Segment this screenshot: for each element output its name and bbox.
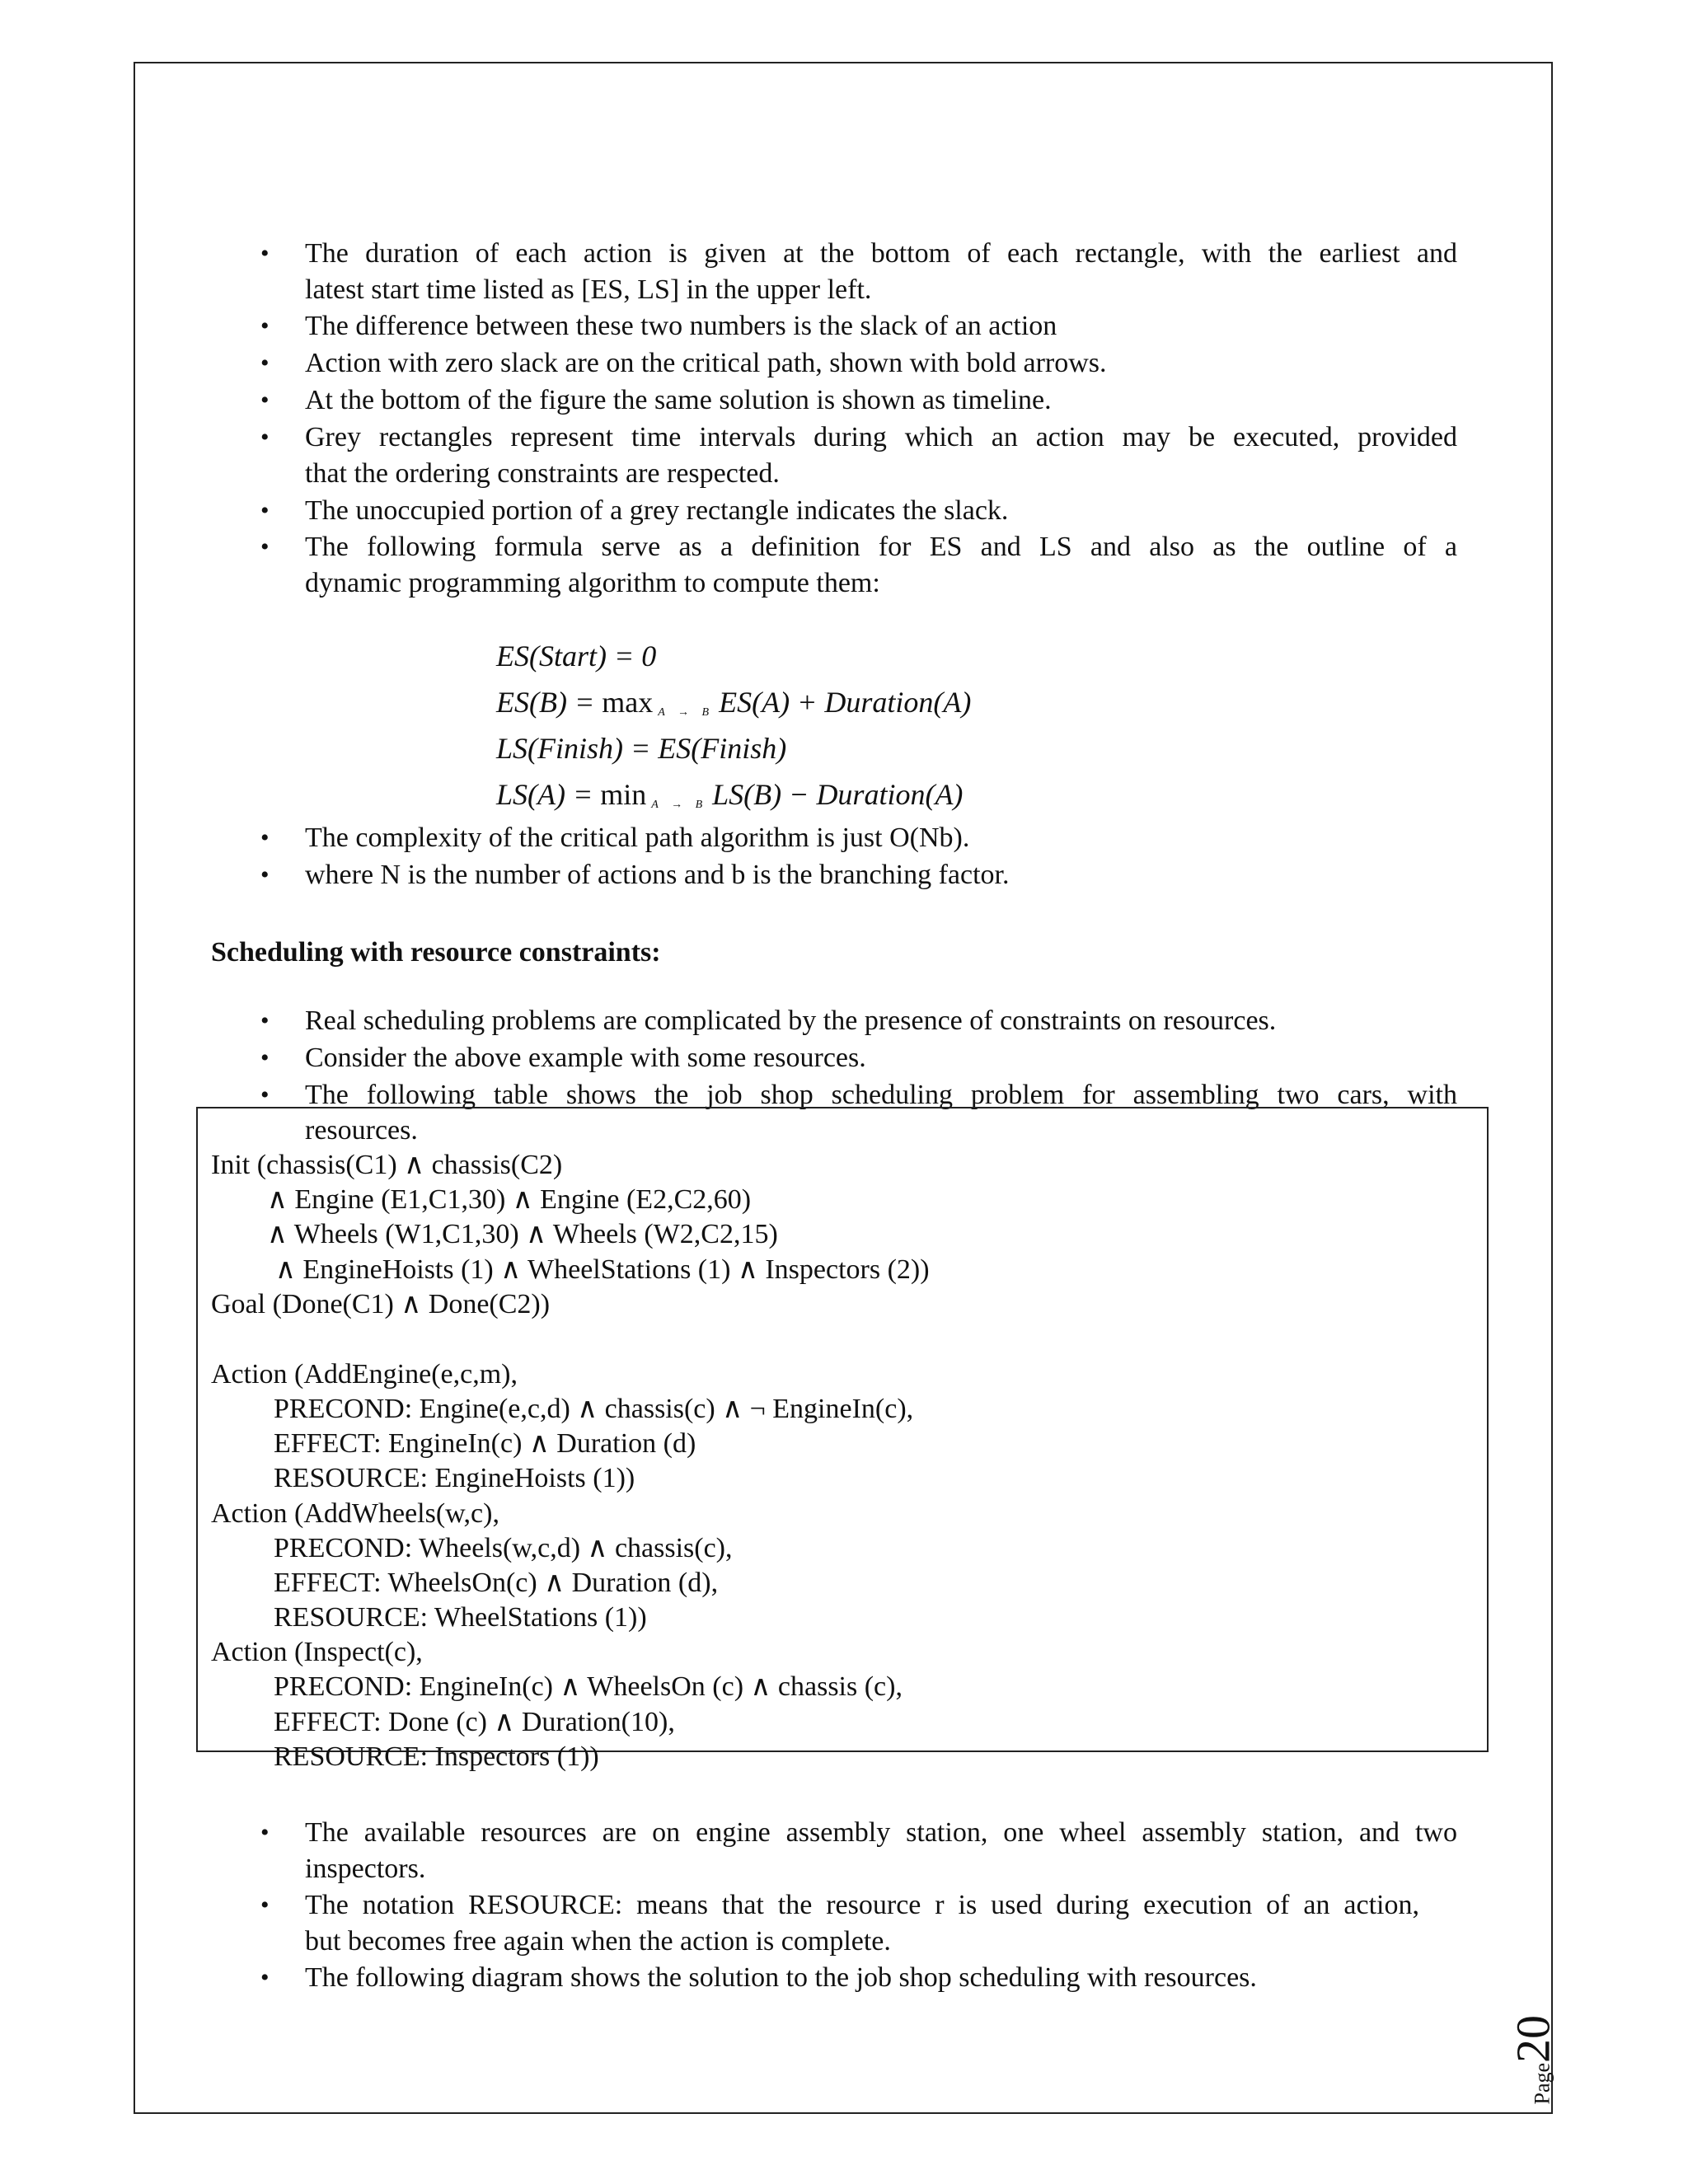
bullet-dot: •	[260, 1819, 270, 1846]
code-line: RESOURCE: Inspectors (1))	[274, 1741, 599, 1772]
code-line: EFFECT: Done (c) ∧ Duration(10),	[274, 1707, 675, 1737]
formula-text: ES(A) + Duration(A)	[719, 686, 972, 719]
code-line: PRECOND: Wheels(w,c,d) ∧ chassis(c),	[274, 1533, 733, 1563]
formula-ls-finish	[496, 730, 786, 766]
formula-text: LS(B) − Duration(A)	[712, 778, 964, 811]
code-line: RESOURCE: EngineHoists (1))	[274, 1463, 635, 1493]
bullet-text	[305, 419, 1457, 492]
bullet-line: that the ordering constraints are respected.	[305, 458, 780, 489]
code-line: PRECOND: Engine(e,c,d) ∧ chassis(c) ∧ ¬ EngineIn(c),	[274, 1394, 914, 1424]
bullet-dot: •	[260, 424, 270, 451]
bullet-text: The complexity of the critical path algorithm is just O(Nb).	[305, 823, 970, 853]
bullet-text: where N is the number of actions and b is the branching factor.	[305, 860, 1010, 890]
formula-operator: min	[600, 778, 647, 811]
bullet-text: The following diagram shows the solution to the job shop scheduling with resources.	[305, 1962, 1257, 1993]
section-heading: Scheduling with resource constraints:	[211, 937, 661, 968]
bullet-text: At the bottom of the figure the same solution is shown as timeline.	[305, 385, 1052, 415]
formula-operator: max	[602, 686, 654, 719]
bullet-line: but becomes free again when the action is complete.	[305, 1926, 891, 1957]
formula-text: LS(Finish) = ES(Finish)	[496, 732, 787, 765]
bullet-line: The following formula serve as a definition for ES and LS and also as the outline of a	[305, 532, 1457, 562]
bullet-dot: •	[260, 533, 270, 560]
code-line: ∧ Engine (E1,C1,30) ∧ Engine (E2,C2,60)	[267, 1184, 752, 1215]
bullet-line: latest start time listed as [ES, LS] in the upper left.	[305, 274, 872, 305]
page-number: 20	[1506, 2014, 1560, 2063]
formula-text: ES(Start) = 0	[496, 640, 657, 673]
bullet-dot: •	[260, 1007, 270, 1034]
bullet-line: The notation RESOURCE: means that the resource r is used during execution of an action,	[305, 1890, 1419, 1920]
bullet-dot: •	[260, 1964, 270, 1991]
bullet-continuation: resources.	[305, 1115, 418, 1146]
formula-text: ES(B) =	[496, 686, 603, 719]
bullet-dot: •	[260, 1044, 270, 1071]
bullet-text: Real scheduling problems are complicated by the presence of constraints on resources.	[305, 1005, 1277, 1036]
code-line: ∧ EngineHoists (1) ∧ WheelStations (1) ∧ Inspectors (2))	[275, 1254, 930, 1285]
code-line-init: Init (chassis(C1) ∧ chassis(C2)	[211, 1150, 563, 1180]
bullet-text: Consider the above example with some resources.	[305, 1043, 866, 1073]
formula-text: LS(A) =	[496, 778, 601, 811]
code-line: EFFECT: WheelsOn(c) ∧ Duration (d),	[274, 1568, 719, 1598]
code-line-action: Action (AddEngine(e,c,m),	[211, 1359, 518, 1390]
bullet-text: Action with zero slack are on the critical path, shown with bold arrows.	[305, 348, 1107, 378]
bullet-dot: •	[260, 240, 270, 267]
bullet-text	[305, 236, 1457, 308]
bullet-dot: •	[260, 349, 270, 377]
code-line: PRECOND: EngineIn(c) ∧ WheelsOn (c) ∧ chassis (c),	[274, 1671, 903, 1702]
bullet-line: Grey rectangles represent time intervals during which an action may be executed, provided	[305, 422, 1457, 452]
formula-subscript: A → B	[658, 706, 715, 719]
bullet-text: The difference between these two numbers is the slack of an action	[305, 311, 1057, 341]
code-line-goal: Goal (Done(C1) ∧ Done(C2))	[211, 1289, 551, 1319]
formula-subscript: A → B	[651, 799, 708, 811]
code-line: ∧ Wheels (W1,C1,30) ∧ Wheels (W2,C2,15)	[267, 1219, 778, 1249]
page-number-rotated	[1506, 2006, 1561, 2105]
bullet-dot: •	[260, 861, 270, 888]
bullet-dot: •	[260, 312, 270, 340]
page-label: Page	[1530, 2062, 1554, 2105]
formula-ls-a	[496, 776, 963, 823]
code-line-action: Action (AddWheels(w,c),	[211, 1498, 499, 1529]
code-line: RESOURCE: WheelStations (1))	[274, 1602, 647, 1633]
page-number-block	[1506, 1994, 1560, 2118]
bullet-text	[305, 529, 1457, 602]
bullet-dot: •	[260, 1891, 270, 1919]
code-line-action: Action (Inspect(c),	[211, 1637, 423, 1667]
bullet-line: The following table shows the job shop scheduling problem for assembling two cars, with	[305, 1080, 1457, 1110]
bullet-line: dynamic programming algorithm to compute them:	[305, 568, 880, 598]
bullet-dot: •	[260, 387, 270, 414]
formula-es-start	[496, 638, 656, 674]
bullet-dot: •	[260, 824, 270, 851]
bullet-text	[305, 1887, 1419, 1960]
bullet-line: The duration of each action is given at the bottom of each rectangle, with the earliest and	[305, 238, 1457, 269]
bullet-dot: •	[260, 1081, 270, 1108]
bullet-line: The available resources are on engine assembly station, one wheel assembly station, and two	[305, 1817, 1457, 1848]
bullet-text: The unoccupied portion of a grey rectangle indicates the slack.	[305, 495, 1009, 526]
bullet-text	[305, 1815, 1457, 1887]
code-line: EFFECT: EngineIn(c) ∧ Duration (d)	[274, 1428, 696, 1459]
bullet-dot: •	[260, 497, 270, 524]
bullet-line: inspectors.	[305, 1854, 426, 1884]
formula-es-b	[496, 684, 971, 731]
